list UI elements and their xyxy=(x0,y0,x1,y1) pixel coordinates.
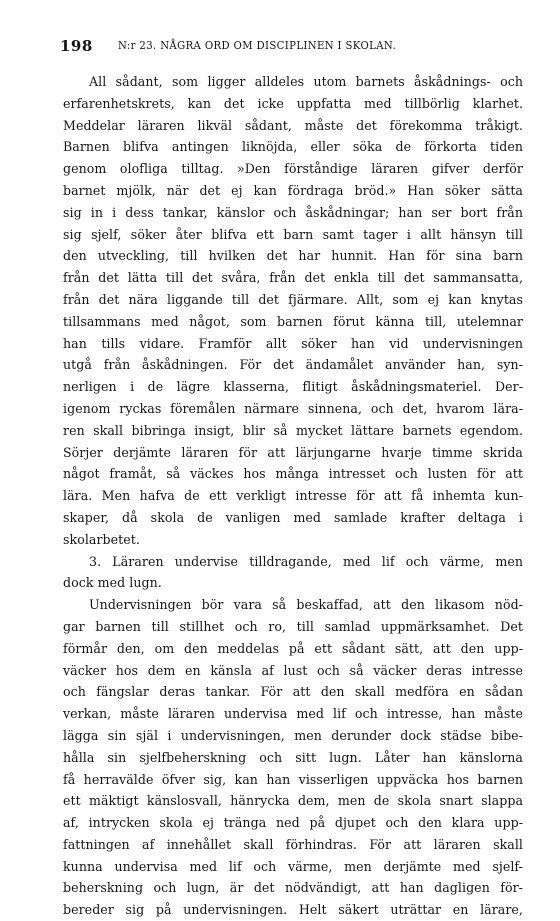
text-line: något framåt, så väckes hos många intresset och lusten för att xyxy=(63,466,523,482)
text-line: nerligen i de lägre klasserna, flitigt åskådningsmateriel. Der- xyxy=(63,379,523,395)
text-line: förmår den, om den meddelas på ett sådant sätt, att den upp- xyxy=(63,640,523,656)
text-line: erfarenhetskrets, kan det icke uppfatta med tillbörlig klarhet. xyxy=(63,95,523,111)
text-line: skaper, då skola de vanligen med samlade krafter deltaga i xyxy=(63,509,523,525)
text-line: igenom ryckas föremålen närmare sinnena, och det, hvarom lära- xyxy=(63,400,523,416)
page-header xyxy=(60,37,530,57)
text-line: genom olofliga tilltag. »Den förståndige läraren gifver derför xyxy=(63,161,523,177)
text-line: bereder sig på undervisningen. Helt säkert uträttar en lärare, xyxy=(63,902,523,918)
text-line: verkan, måste läraren undervisa med lif och intresse, han måste xyxy=(63,706,523,722)
text-line: af, intrycken skola ej tränga ned på djupet och den klara upp- xyxy=(63,815,523,831)
text-line: lära. Men hafva de ett verkligt intresse för att få inhemta kun- xyxy=(63,488,523,504)
text-line: från det nära liggande till det fjärmare. Allt, som ej kan knytas xyxy=(63,291,523,307)
text-line: beherskning och lugn, är det nödvändigt, att han dagligen för- xyxy=(63,880,523,896)
text-line: barnet mjölk, när det ej kan fördraga bröd.» Han söker sätta xyxy=(63,182,523,198)
text-line: den utveckling, till hvilken det har hunnit. Han för sina barn xyxy=(63,248,523,264)
text-line: och fängslar deras tankar. För att den skall medföra en sådan xyxy=(63,684,523,700)
text-line: utgå från åskådningen. För det ändamålet använder han, syn- xyxy=(63,357,523,373)
text-line: kunna undervisa med lif och värme, men derjämte med sjelf- xyxy=(63,858,523,874)
text-line: Barnen blifva antingen liknöjda, eller söka de förkorta tiden xyxy=(63,139,523,155)
text-line: 3. Läraren undervise tilldragande, med lif och värme, men xyxy=(89,553,523,569)
body-text xyxy=(63,71,523,921)
text-line: från det lätta till det svåra, från det enkla till det sammansatta, xyxy=(63,270,523,286)
text-line: tillsammans med något, som barnen förut känna till, utelemnar xyxy=(63,313,523,329)
text-line: All sådant, som ligger alldeles utom barnets åskådnings- och xyxy=(89,74,523,89)
text-line: fattningen af innehållet skall förhindras. För att läraren skall xyxy=(63,836,523,852)
text-line: lägga sin själ i undervisningen, men derunder dock städse bibe- xyxy=(63,727,523,743)
text-line: hålla sin sjelfbeherskning och sitt lugn. Låter han känslorna xyxy=(63,749,523,765)
text-line: få herravälde öfver sig, kan han visserligen uppväcka hos barnen xyxy=(63,771,523,787)
text-line: sig in i dess tankar, känslor och åskådningar; han ser bort från xyxy=(63,204,523,220)
text-line: dock med lugn. xyxy=(63,575,162,591)
text-line: Meddelar läraren likväl sådant, måste det förekomma tråkigt. xyxy=(63,117,523,133)
text-line: sig sjelf, söker åter blifva ett barn samt tager i allt hänsyn till xyxy=(63,226,523,242)
text-line: Sörjer derjämte läraren för att lärjungarne hvarje timme skrida xyxy=(63,444,523,460)
text-line: Undervisningen bör vara så beskaffad, att den likasom nöd- xyxy=(89,597,523,613)
text-line: han tills vidare. Framför allt söker han vid undervisningen xyxy=(63,335,523,351)
text-line: ren skall bibringa insigt, blir så mycket lättare barnets egendom. xyxy=(63,422,523,438)
text-line: gar barnen till stillhet och ro, till samlad uppmärksamhet. Det xyxy=(63,618,523,634)
page-number: 198 xyxy=(60,37,93,55)
text-line: ett mäktigt känslosvall, hänrycka dem, men de skola snart slappa xyxy=(63,793,523,809)
text-line: skolarbetet. xyxy=(63,531,140,547)
text-line: väcker hos dem en känsla af lust och så väcker deras intresse xyxy=(63,662,523,678)
running-title: N:r 23. NÅGRA ORD OM DISCIPLINEN I SKOLAN. xyxy=(118,39,397,52)
